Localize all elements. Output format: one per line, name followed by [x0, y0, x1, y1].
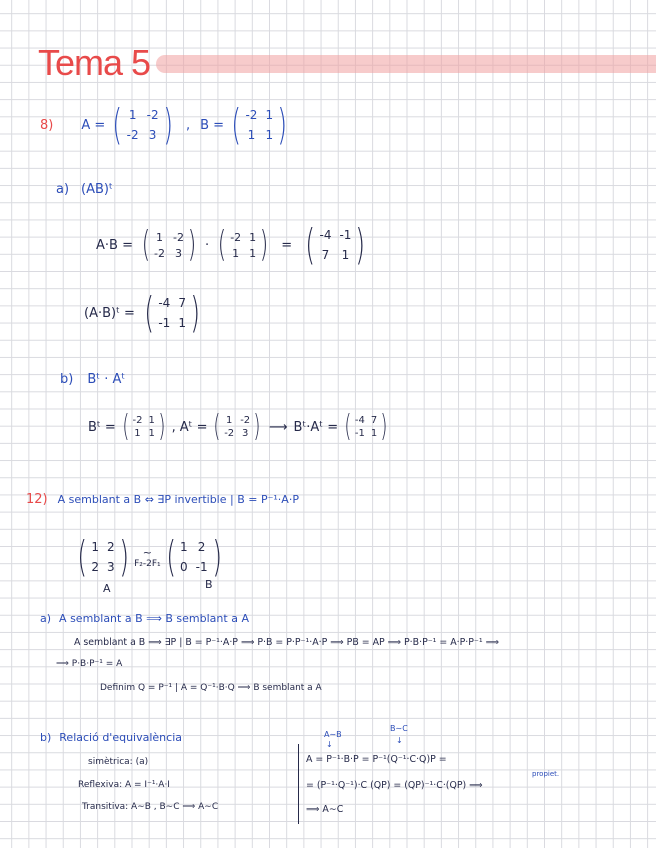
problem-12-statement: A semblant a B ⇔ ∃P invertible | B = P⁻¹·A·P: [57, 493, 299, 506]
similar-symbol: ~: [142, 545, 152, 559]
bt-label: Bᵗ =: [88, 419, 116, 435]
matrix-result: ( -4 -1 7 1 ): [305, 220, 366, 269]
part-12a-line-2: ⟹ P·B·P⁻¹ = A: [56, 659, 123, 669]
equals-operator: =: [281, 237, 293, 253]
a-label: A =: [81, 117, 106, 133]
part-12b-label: b): [40, 731, 52, 744]
bt-at-label: Bᵗ·Aᵗ =: [293, 419, 339, 435]
part-12a-line-3: Definim Q = P⁻¹ | A = Q⁻¹·B·Q ⟹ B semblant a A: [100, 683, 322, 693]
part-12a-title: A semblant a B ⟹ B semblant a A: [59, 612, 249, 625]
separator: ,: [171, 419, 176, 435]
problem-8-number: 8): [40, 117, 54, 133]
proof-bracket: [298, 744, 299, 824]
part-12a-label: a): [40, 612, 52, 625]
problem-12-number: 12): [26, 492, 48, 507]
problem-12: [26, 492, 299, 507]
annotation-b-c: B∼C: [390, 724, 408, 733]
b-label: B =: [200, 117, 225, 133]
separator: ,: [185, 117, 191, 133]
part-b-label: b): [60, 372, 74, 387]
transpose-product-line: [88, 409, 390, 444]
matrix-example-a: ( 1 2 2 3 ): [77, 532, 129, 581]
part-12b-heading: [40, 731, 182, 744]
transpose-ab-line: [84, 288, 203, 337]
arrow-icon: ⟶: [268, 419, 288, 435]
part-b-heading: [60, 372, 125, 387]
part-b-task: Bᵗ · Aᵗ: [87, 372, 126, 387]
matrix-example-b: ( 1 2 0 -1 ): [165, 532, 222, 581]
part-a-label: a): [56, 182, 70, 197]
matrix-a: ( 1 -2 -2 3 ): [112, 100, 173, 149]
product-ab-line: [96, 220, 369, 269]
part-12a-line-1: A semblant a B ⟹ ∃P | B = P⁻¹·A·P ⟹ P·B = P·P⁻¹·A·P ⟹ PB = AP ⟹ P·B·P⁻¹ = A·P·P⁻¹ ⟹: [74, 637, 500, 648]
similarity-example: [74, 532, 225, 581]
part-a-heading: [56, 182, 113, 197]
title-highlight-bar: [156, 55, 656, 73]
matrix-m2: ( -2 1 1 1 ): [217, 224, 269, 265]
down-arrow-icon: ↓: [396, 736, 403, 745]
product-label: A·B =: [96, 237, 133, 253]
matrix-label-b: B: [205, 578, 213, 591]
part-a-task: (AB)ᵗ: [81, 182, 113, 197]
row-operation: [134, 546, 161, 569]
matrix-at: ( 1 -2 -2 3 ): [213, 409, 261, 444]
matrix-transpose-result: ( -4 7 -1 1 ): [144, 288, 201, 337]
part-12b-title: Relació d'equivalència: [59, 731, 182, 744]
at-label: Aᵗ =: [179, 419, 208, 435]
proof-line-3: ⟹ A∼C: [306, 804, 344, 815]
proof-line-1: A = P⁻¹·B·P = P⁻¹(Q⁻¹·C·Q)P =: [306, 754, 447, 765]
transpose-label: (A·B)ᵗ =: [84, 305, 135, 321]
row-operation-label: F₂-2F₁: [134, 558, 161, 569]
matrix-m1: ( 1 -2 -2 3 ): [141, 224, 197, 265]
transitive-property: Transitiva: A∼B , B∼C ⟹ A∼C: [82, 802, 219, 812]
part-12a-heading: [40, 612, 249, 625]
reflexive-property: Reflexiva: A = I⁻¹·A·I: [78, 780, 170, 790]
property-note: propiet.: [532, 770, 560, 778]
problem-8: [40, 100, 290, 149]
matrix-bt: ( -2 1 1 1 ): [122, 409, 166, 444]
proof-line-2: = (P⁻¹·Q⁻¹)·C (QP) = (QP)⁻¹·C·(QP) ⟹: [306, 780, 483, 791]
page-title: Tema 5: [38, 42, 151, 83]
symmetric-property: simètrica: (a): [88, 757, 149, 767]
down-arrow-icon: ↓: [326, 740, 333, 749]
dot-operator: ·: [205, 237, 210, 253]
matrix-b: ( -2 1 1 1 ): [231, 100, 288, 149]
matrix-bt-at: ( -4 7 -1 1 ): [344, 409, 388, 444]
matrix-label-a: A: [103, 582, 111, 595]
annotation-a-b: A∼B: [324, 730, 342, 739]
